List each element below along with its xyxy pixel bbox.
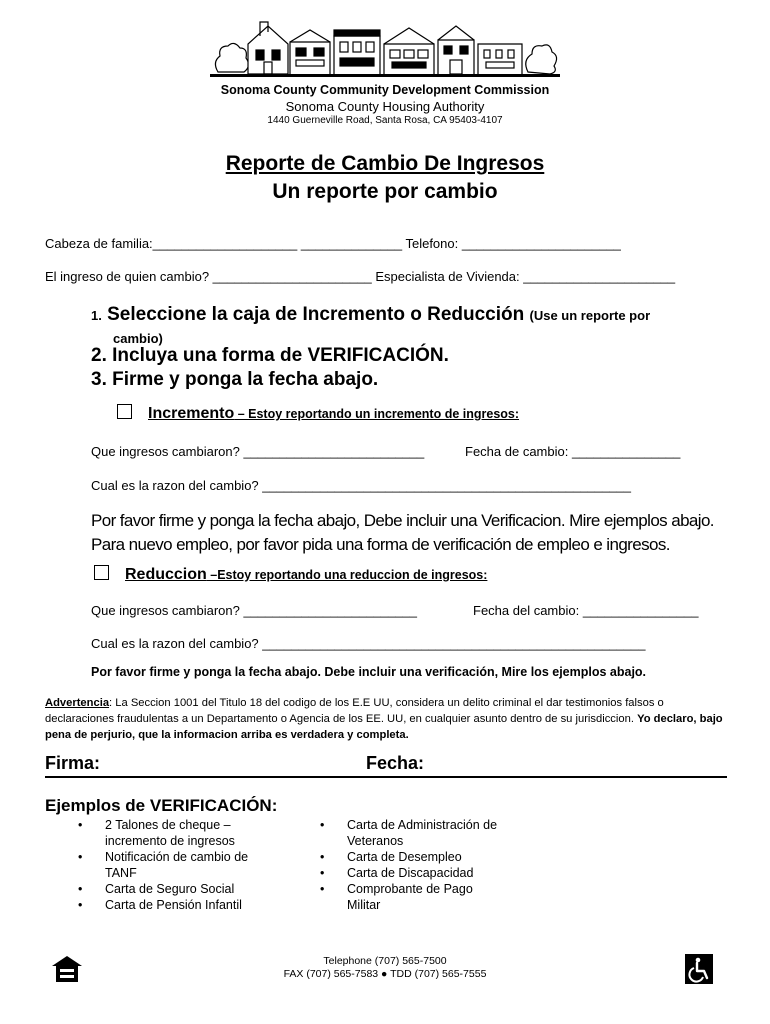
- instruction-1-note: (Use un reporte por: [529, 308, 651, 323]
- example-item: • Carta de Seguro Social: [78, 881, 268, 897]
- legal-warning: [45, 695, 735, 743]
- form-subtitle: Un reporte por cambio: [272, 180, 498, 203]
- decrease-reason-field[interactable]: Cual es la razon del cambio? _____________________________________________________: [91, 636, 646, 651]
- footer-telephone: Telephone (707) 565-7500: [323, 955, 447, 967]
- footer-fax-tdd: FAX (707) 565-7583 ● TDD (707) 565-7555: [283, 968, 487, 980]
- instruction-1-text: Seleccione la caja de Incremento o Reducción: [107, 304, 525, 325]
- increase-change-date-field[interactable]: Fecha de cambio: _______________: [465, 444, 681, 459]
- example-item: • Carta de Administración de Veteranos: [320, 817, 500, 849]
- instruction-1-note-cont: cambio): [113, 331, 163, 346]
- warning-declaration: Yo declaro, bajo pena de perjurio, que la informacion arriba es verdadera y completa.: [45, 713, 723, 741]
- decrease-section-header: [94, 565, 487, 584]
- decrease-checkbox[interactable]: [94, 565, 109, 580]
- housing-authority: Sonoma County Housing Authority: [285, 99, 485, 114]
- example-item: • Notificación de cambio de TANF: [78, 849, 268, 881]
- increase-reason-field[interactable]: Cual es la razon del cambio? ___________________________________________________: [91, 478, 631, 493]
- increase-label: Incremento: [148, 405, 235, 422]
- address: 1440 Guerneville Road, Santa Rosa, CA 95403-4107: [267, 115, 503, 126]
- whose-income-field[interactable]: El ingreso de quien cambio? ______________________ Especialista de Vivienda: _____________________: [45, 269, 676, 284]
- org-name: Sonoma County Community Development Commission: [220, 83, 550, 97]
- decrease-which-income-field[interactable]: Que ingresos cambiaron? ________________________: [91, 603, 417, 618]
- form-title: Reporte de Cambio De Ingresos: [225, 152, 545, 175]
- wheelchair-icon: [685, 954, 713, 984]
- examples-title: Ejemplos de VERIFICACIÓN:: [45, 796, 278, 815]
- instruction-1-number: 1.: [91, 308, 102, 323]
- example-item: • Carta de Desempleo: [320, 849, 500, 865]
- town-buildings-logo: [210, 14, 560, 78]
- decrease-change-date-field[interactable]: Fecha del cambio: ________________: [473, 603, 699, 618]
- instruction-3: 3. Firme y ponga la fecha abajo.: [91, 369, 379, 390]
- examples-list-left: [78, 817, 268, 913]
- example-item: • 2 Talones de cheque – incremento de ingresos: [78, 817, 268, 849]
- increase-which-income-field[interactable]: Que ingresos cambiaron? _________________________: [91, 444, 425, 459]
- increase-checkbox[interactable]: [117, 404, 132, 419]
- head-of-household-field[interactable]: Cabeza de familia:____________________ ______________ Telefono: ______________________: [45, 236, 621, 251]
- examples-list-right: [320, 817, 500, 913]
- increase-description: – Estoy reportando un incremento de ingresos:: [234, 407, 520, 421]
- warning-label: Advertencia: [45, 697, 110, 709]
- warning-text: : La Seccion 1001 del Titulo 18 del codigo de los E.E UU, considera un delito criminal el dar testimonios falsos o declaraciones fraudulentas a un Departamento o Agencia de los EE. UU, en cualquier asunto dentro de su jurisdiccion.: [45, 697, 664, 725]
- example-item: • Carta de Discapacidad: [320, 865, 500, 881]
- decrease-label: Reduccion: [125, 566, 207, 583]
- instruction-1: [91, 304, 731, 326]
- date-label: Fecha:: [366, 753, 425, 773]
- signature-line[interactable]: [45, 776, 727, 778]
- example-item: • Comprobante de Pago Militar: [320, 881, 500, 913]
- instruction-2: 2. Incluya una forma de VERIFICACIÓN.: [91, 345, 449, 366]
- increase-section-header: [117, 404, 519, 423]
- footer-contact: [0, 955, 770, 981]
- example-item: • Carta de Pensión Infantil: [78, 897, 268, 913]
- increase-note: Por favor firme y ponga la fecha abajo, Debe incluir una Verificacion. Mire ejemplos abajo. Para nuevo empleo, por favor pida una forma de verificación de empleo e ingresos.: [91, 511, 714, 554]
- decrease-description: –Estoy reportando una reduccion de ingresos:: [206, 568, 488, 582]
- signature-label: Firma:: [45, 753, 101, 773]
- decrease-note: Por favor firme y ponga la fecha abajo. Debe incluir una verificación, Mire los ejemplos abajo.: [91, 665, 647, 679]
